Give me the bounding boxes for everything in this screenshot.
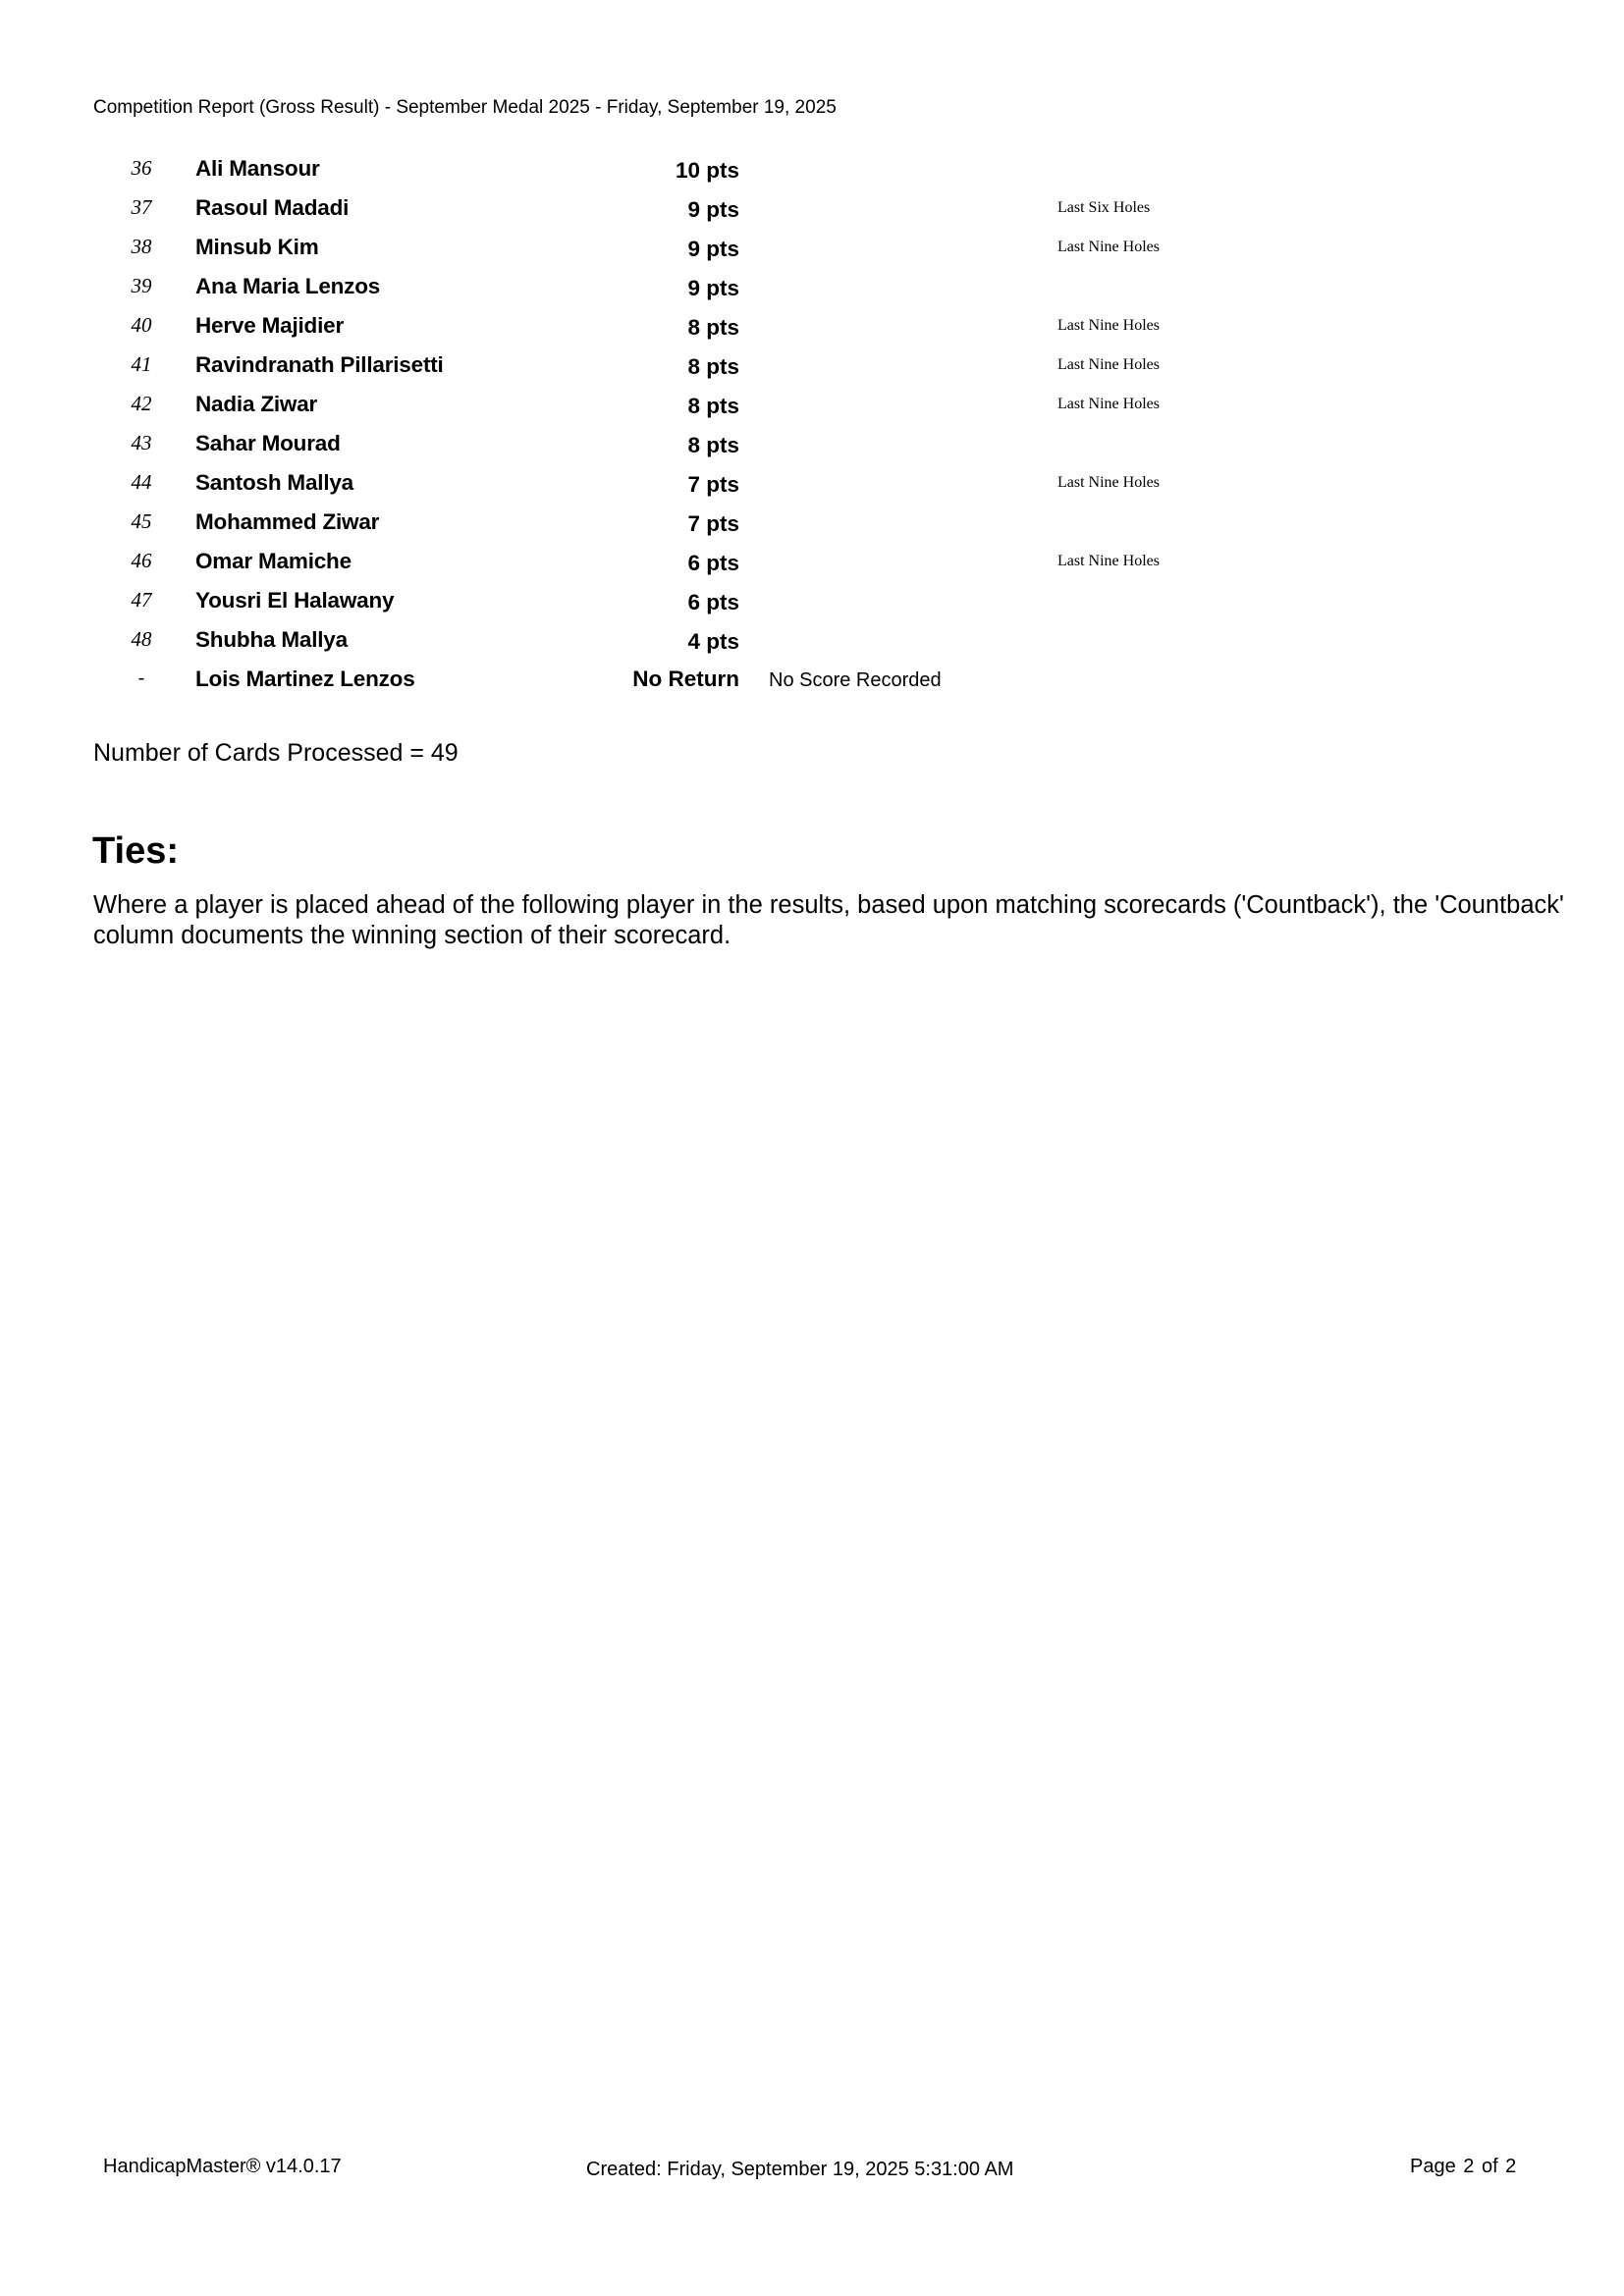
result-row bbox=[0, 388, 1624, 427]
position: 41 bbox=[131, 352, 152, 376]
score: 8 pts bbox=[687, 354, 739, 379]
player-name: Santosh Mallya bbox=[195, 470, 353, 495]
position: 40 bbox=[131, 313, 152, 337]
position: 42 bbox=[131, 392, 152, 415]
countback: Last Nine Holes bbox=[1057, 396, 1160, 412]
player-name: Omar Mamiche bbox=[195, 549, 352, 573]
countback: Last Nine Holes bbox=[1057, 317, 1160, 334]
score: 6 pts bbox=[687, 590, 739, 614]
player-name: Ali Mansour bbox=[195, 156, 320, 181]
ties-heading: Ties: bbox=[92, 830, 180, 872]
player-name: Nadia Ziwar bbox=[195, 392, 318, 416]
score: 7 pts bbox=[687, 511, 739, 536]
score: 7 pts bbox=[687, 472, 739, 497]
score: 8 pts bbox=[687, 394, 739, 418]
countback: Last Nine Holes bbox=[1057, 553, 1160, 569]
score: 8 pts bbox=[687, 433, 739, 457]
player-name: Ravindranath Pillarisetti bbox=[195, 352, 444, 377]
result-row bbox=[0, 584, 1624, 623]
player-name: Ana Maria Lenzos bbox=[195, 274, 381, 298]
position: 39 bbox=[131, 274, 152, 297]
page-number: Page 2 of 2 bbox=[1410, 2156, 1517, 2177]
countback: Last Nine Holes bbox=[1057, 356, 1160, 373]
player-name: Herve Majidier bbox=[195, 313, 345, 338]
score: 6 pts bbox=[687, 551, 739, 575]
result-row bbox=[0, 466, 1624, 506]
created-timestamp: Created: Friday, September 19, 2025 5:31:00 AM bbox=[586, 2159, 1014, 2180]
position: 36 bbox=[131, 156, 152, 180]
position: 43 bbox=[131, 431, 152, 454]
countback: Last Nine Holes bbox=[1057, 474, 1160, 491]
score-note: No Score Recorded bbox=[769, 669, 942, 691]
position: 45 bbox=[131, 509, 152, 533]
result-row bbox=[0, 663, 1624, 731]
result-row bbox=[0, 506, 1624, 545]
player-name: Yousri El Halawany bbox=[195, 588, 395, 613]
result-row bbox=[0, 427, 1624, 466]
cards-processed: Number of Cards Processed = 49 bbox=[93, 739, 459, 767]
score: 9 pts bbox=[687, 237, 739, 261]
results-table bbox=[0, 152, 1624, 731]
score: No Return bbox=[632, 667, 739, 691]
player-name: Mohammed Ziwar bbox=[195, 509, 380, 534]
player-name: Sahar Mourad bbox=[195, 431, 341, 455]
score: 8 pts bbox=[687, 315, 739, 340]
result-row bbox=[0, 309, 1624, 348]
countback: Last Six Holes bbox=[1057, 199, 1151, 216]
report-header: Competition Report (Gross Result) - September Medal 2025 - Friday, September 19, 2025 bbox=[93, 97, 837, 118]
player-name: Lois Martinez Lenzos bbox=[195, 667, 415, 691]
player-name: Shubha Mallya bbox=[195, 627, 348, 652]
countback: Last Nine Holes bbox=[1057, 239, 1160, 255]
position: - bbox=[137, 667, 145, 689]
position: 48 bbox=[131, 627, 152, 651]
score: 10 pts bbox=[675, 158, 739, 183]
result-row bbox=[0, 545, 1624, 584]
result-row bbox=[0, 348, 1624, 388]
result-row bbox=[0, 152, 1624, 191]
player-name: Rasoul Madadi bbox=[195, 195, 350, 220]
result-row bbox=[0, 623, 1624, 663]
result-row bbox=[0, 270, 1624, 309]
position: 37 bbox=[131, 195, 152, 219]
score: 4 pts bbox=[687, 629, 739, 654]
position: 38 bbox=[131, 235, 152, 258]
result-row bbox=[0, 191, 1624, 231]
ties-description: Where a player is placed ahead of the following player in the results, based upon matching scorecards ('Countback'), the 'Countback' column documents the winning section of their scorecard. bbox=[93, 891, 1564, 949]
result-row bbox=[0, 231, 1624, 270]
score: 9 pts bbox=[687, 197, 739, 222]
score: 9 pts bbox=[687, 276, 739, 300]
software-version: HandicapMaster® v14.0.17 bbox=[103, 2156, 342, 2177]
player-name: Minsub Kim bbox=[195, 235, 319, 259]
position: 46 bbox=[131, 549, 152, 572]
position: 44 bbox=[131, 470, 152, 494]
position: 47 bbox=[131, 588, 152, 612]
